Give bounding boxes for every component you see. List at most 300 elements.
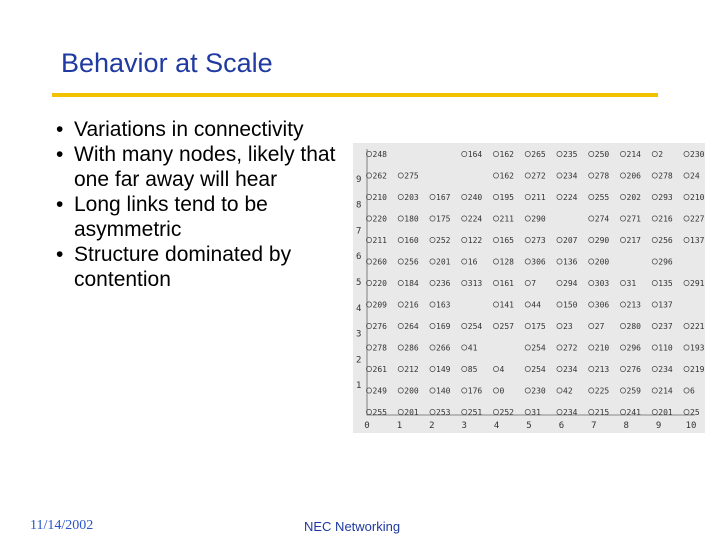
node-label	[493, 172, 514, 181]
node-id-text: 220	[372, 214, 387, 224]
node-label	[557, 172, 578, 181]
node-id-text: 313	[467, 279, 483, 288]
node-id-text: 42	[563, 386, 573, 396]
node-id-text: 207	[563, 236, 578, 245]
node-marker	[430, 345, 435, 350]
node-id-text: 290	[531, 214, 546, 224]
node-label	[493, 236, 514, 245]
node-id-text: 128	[499, 257, 514, 267]
node-id-text: 184	[404, 279, 419, 288]
node-marker	[525, 280, 530, 285]
node-marker	[462, 216, 467, 221]
node-id-text: 210	[372, 193, 387, 202]
node-id-text: 276	[372, 322, 387, 331]
node-id-text: 163	[436, 300, 451, 310]
node-id-text: 206	[626, 171, 641, 181]
node-id-text: 275	[404, 171, 419, 181]
node-id-text: 141	[499, 300, 514, 310]
node-marker	[652, 388, 657, 393]
node-label	[398, 215, 419, 224]
node-label	[366, 215, 387, 224]
x-tick-label: 6	[558, 421, 565, 431]
node-id-text: 110	[658, 343, 673, 353]
node-label	[430, 258, 451, 267]
node-id-text: 254	[531, 343, 546, 353]
node-label	[652, 215, 673, 224]
node-label	[589, 150, 610, 159]
node-label	[462, 215, 483, 224]
node-label	[462, 322, 483, 331]
node-label	[684, 193, 705, 202]
bullet-item: • With many nodes, likely that one far away will hear	[56, 143, 336, 191]
node-label	[430, 236, 451, 245]
x-tick-label: 1	[396, 421, 403, 431]
node-marker	[493, 259, 498, 264]
bullet-item: • Variations in connectivity	[56, 118, 304, 141]
node-id-text: 248	[372, 150, 387, 159]
node-id-text: 254	[467, 322, 483, 331]
bullet-text: Structure dominated by contention	[74, 243, 292, 291]
node-id-text: 193	[690, 343, 705, 353]
node-id-text: 240	[467, 193, 483, 202]
node-id-text: 264	[404, 322, 419, 331]
node-label	[589, 301, 610, 310]
node-marker	[493, 302, 498, 307]
node-label	[366, 322, 387, 331]
node-marker	[398, 237, 403, 242]
node-marker	[430, 388, 435, 393]
node-label	[430, 322, 451, 331]
node-label	[620, 172, 641, 181]
node-id-text: 224	[563, 193, 578, 202]
node-label	[652, 408, 673, 417]
node-label	[366, 365, 387, 374]
node-label	[684, 172, 700, 181]
node-id-text: 256	[404, 257, 419, 267]
node-id-text: 4	[499, 365, 505, 374]
node-label	[620, 408, 641, 417]
node-marker	[652, 409, 657, 414]
node-label	[589, 279, 610, 288]
node-label	[398, 322, 419, 331]
node-marker	[589, 259, 594, 264]
node-label	[366, 387, 387, 396]
node-marker	[557, 259, 562, 264]
node-id-text: 257	[499, 322, 514, 331]
node-id-text: 165	[499, 236, 514, 245]
node-id-text: 31	[531, 408, 541, 417]
node-label	[525, 258, 546, 267]
node-label	[430, 193, 451, 202]
node-marker	[430, 216, 435, 221]
node-label	[684, 236, 705, 245]
node-marker	[430, 280, 435, 285]
node-marker	[684, 173, 689, 178]
node-label	[620, 215, 641, 224]
node-id-text: 266	[436, 343, 451, 353]
node-id-text: 254	[531, 365, 546, 374]
node-label	[525, 365, 546, 374]
node-marker	[525, 323, 530, 328]
node-id-text: 169	[436, 322, 451, 331]
node-id-text: 6	[690, 386, 695, 396]
node-id-text: 220	[372, 279, 387, 288]
node-marker	[652, 151, 657, 156]
title-underline	[52, 93, 658, 97]
bullet-item: • Long links tend to be asymmetric	[56, 193, 268, 241]
node-marker	[430, 259, 435, 264]
node-label	[652, 387, 673, 396]
node-label	[525, 215, 546, 224]
node-marker	[589, 237, 594, 242]
node-marker	[684, 151, 689, 156]
node-id-text: 216	[658, 214, 673, 224]
node-id-text: 306	[531, 257, 546, 267]
node-label	[493, 279, 514, 288]
node-id-text: 164	[467, 150, 483, 159]
node-label	[430, 387, 451, 396]
node-label	[366, 236, 387, 245]
node-marker	[652, 216, 657, 221]
x-tick-label: 10	[685, 421, 697, 431]
node-id-text: 259	[626, 386, 641, 396]
node-label	[462, 387, 483, 396]
node-marker	[525, 366, 530, 371]
node-label	[652, 150, 663, 159]
node-id-text: 262	[372, 171, 387, 181]
y-tick-label: 5	[356, 278, 362, 288]
node-label	[652, 193, 673, 202]
node-label	[589, 215, 610, 224]
node-id-text: 249	[372, 386, 387, 396]
node-id-text: 227	[690, 214, 705, 224]
node-id-text: 180	[404, 214, 419, 224]
node-marker	[493, 323, 498, 328]
node-marker	[620, 216, 625, 221]
node-id-text: 167	[436, 193, 451, 202]
node-id-text: 2	[658, 150, 664, 159]
node-marker	[525, 345, 530, 350]
node-marker	[652, 280, 657, 285]
node-label	[589, 236, 610, 245]
node-grid-plot	[353, 143, 705, 433]
node-marker	[684, 194, 689, 199]
node-marker	[557, 323, 562, 328]
node-marker	[398, 280, 403, 285]
node-id-text: 16	[467, 257, 478, 267]
node-marker	[652, 366, 657, 371]
node-label	[589, 258, 610, 267]
node-marker	[620, 237, 625, 242]
node-label	[462, 150, 483, 159]
node-id-text: 27	[594, 322, 605, 331]
node-id-text: 162	[499, 171, 514, 181]
node-marker	[684, 345, 689, 350]
node-label	[493, 193, 514, 202]
node-label	[398, 408, 419, 417]
node-label	[525, 387, 546, 396]
node-label	[620, 344, 641, 353]
node-marker	[589, 388, 594, 393]
slide-title: Behavior at Scale	[61, 48, 273, 78]
node-label	[684, 279, 705, 288]
node-marker	[525, 388, 530, 393]
node-label	[557, 150, 578, 159]
node-marker	[557, 345, 562, 350]
node-marker	[684, 216, 689, 221]
node-id-text: 213	[626, 300, 641, 310]
node-id-text: 175	[436, 214, 451, 224]
node-label	[398, 301, 419, 310]
node-label	[430, 279, 451, 288]
node-label	[684, 215, 705, 224]
node-label	[493, 365, 504, 374]
node-marker	[462, 237, 467, 242]
node-id-text: 290	[594, 236, 610, 245]
node-marker	[493, 216, 498, 221]
node-marker	[620, 151, 625, 156]
node-label	[430, 365, 451, 374]
y-tick-label: 8	[356, 200, 362, 211]
node-marker	[652, 323, 657, 328]
node-id-text: 296	[658, 257, 673, 267]
node-label	[684, 387, 695, 396]
node-id-text: 255	[372, 408, 387, 417]
y-tick-label: 7	[356, 226, 362, 237]
node-marker	[462, 280, 467, 285]
node-id-text: 252	[499, 408, 514, 417]
node-marker	[462, 366, 467, 371]
node-marker	[684, 409, 689, 414]
node-marker	[462, 194, 467, 199]
node-marker	[589, 173, 594, 178]
node-id-text: 234	[563, 171, 578, 181]
bullet-text: Long links tend to be asymmetric	[74, 193, 268, 241]
node-id-text: 150	[563, 300, 578, 310]
node-marker	[684, 280, 689, 285]
node-id-text: 261	[372, 365, 387, 374]
node-marker	[398, 409, 403, 414]
node-id-text: 303	[594, 279, 610, 288]
node-id-text: 237	[658, 322, 673, 331]
node-marker	[493, 388, 498, 393]
node-marker	[493, 173, 498, 178]
x-tick-label: 8	[623, 421, 629, 431]
x-tick-label: 3	[461, 421, 467, 431]
node-id-text: 234	[563, 365, 578, 374]
node-id-text: 219	[690, 365, 705, 374]
node-marker	[589, 216, 594, 221]
node-marker	[620, 173, 625, 178]
bullet-text: With many nodes, likely that one far away will hear	[74, 143, 336, 191]
node-label	[493, 150, 514, 159]
node-label	[589, 193, 610, 202]
node-marker	[557, 237, 562, 242]
node-label	[652, 344, 673, 353]
node-id-text: 273	[531, 236, 546, 245]
node-label	[462, 258, 478, 267]
node-label	[398, 279, 419, 288]
node-label	[398, 172, 419, 181]
node-label	[557, 408, 578, 417]
node-id-text: 256	[658, 236, 673, 245]
y-tick-label: 3	[356, 329, 362, 340]
node-label	[620, 279, 636, 288]
node-marker	[652, 259, 657, 264]
node-marker	[430, 323, 435, 328]
node-id-text: 149	[436, 365, 451, 374]
node-marker	[462, 259, 467, 264]
node-label	[462, 193, 483, 202]
node-label	[652, 258, 673, 267]
y-tick-label: 2	[356, 355, 362, 366]
node-label	[557, 301, 578, 310]
node-label	[525, 322, 546, 331]
node-marker	[398, 366, 403, 371]
node-id-text: 212	[404, 365, 419, 374]
node-label	[493, 258, 514, 267]
node-id-text: 294	[563, 279, 578, 288]
node-id-text: 213	[594, 365, 610, 374]
node-label	[684, 365, 705, 374]
node-marker	[557, 366, 562, 371]
node-label	[366, 301, 387, 310]
node-label	[430, 215, 451, 224]
node-label	[493, 301, 514, 310]
x-tick-label: 4	[493, 421, 500, 431]
node-id-text: 211	[499, 214, 514, 224]
node-marker	[525, 194, 530, 199]
node-marker	[620, 194, 625, 199]
node-label	[589, 172, 610, 181]
bullet-list	[52, 117, 342, 292]
node-marker	[589, 302, 594, 307]
node-label	[652, 279, 673, 288]
footer-label: NEC Networking	[304, 519, 401, 534]
node-id-text: 260	[372, 257, 387, 267]
node-marker	[620, 302, 625, 307]
node-label	[557, 236, 578, 245]
node-label	[525, 236, 546, 245]
node-marker	[620, 323, 625, 328]
node-label	[462, 365, 478, 374]
node-marker	[525, 173, 530, 178]
node-marker	[398, 194, 403, 199]
node-id-text: 225	[594, 386, 610, 396]
node-id-text: 286	[404, 343, 419, 353]
node-marker	[493, 366, 498, 371]
node-marker	[525, 216, 530, 221]
node-id-text: 278	[594, 171, 610, 181]
node-id-text: 278	[372, 343, 387, 353]
node-label	[525, 193, 546, 202]
node-marker	[525, 151, 530, 156]
node-marker	[557, 280, 562, 285]
node-id-text: 280	[626, 322, 641, 331]
node-marker	[557, 388, 562, 393]
node-label	[462, 236, 483, 245]
node-id-text: 217	[626, 236, 641, 245]
node-label	[366, 172, 387, 181]
node-label	[525, 344, 546, 353]
node-marker	[684, 388, 689, 393]
node-marker	[493, 409, 498, 414]
node-id-text: 202	[626, 193, 641, 202]
y-tick-label: 6	[356, 252, 362, 263]
node-id-text: 214	[658, 386, 673, 396]
node-label	[620, 322, 641, 331]
node-label	[684, 150, 705, 159]
node-id-text: 234	[563, 408, 578, 417]
node-marker	[398, 173, 403, 178]
node-id-text: 274	[594, 214, 610, 224]
node-label	[557, 365, 578, 374]
node-id-text: 140	[436, 386, 451, 396]
node-marker	[652, 237, 657, 242]
node-label	[525, 301, 541, 310]
node-label	[430, 408, 451, 417]
node-marker	[462, 409, 467, 414]
node-id-text: 306	[594, 300, 610, 310]
y-tick-label: 1	[356, 381, 362, 392]
node-id-text: 241	[626, 408, 641, 417]
node-label	[684, 322, 705, 331]
node-label	[652, 322, 673, 331]
node-id-text: 250	[594, 150, 610, 159]
node-marker	[652, 194, 657, 199]
y-tick-label: 4	[356, 303, 362, 314]
node-marker	[398, 216, 403, 221]
node-id-text: 25	[690, 408, 700, 417]
node-id-text: 210	[690, 193, 705, 202]
node-id-text: 160	[404, 236, 419, 245]
node-label	[684, 344, 705, 353]
node-marker	[462, 345, 467, 350]
node-marker	[493, 151, 498, 156]
node-id-text: 224	[467, 214, 483, 224]
node-marker	[398, 302, 403, 307]
node-label	[589, 344, 610, 353]
node-label	[398, 258, 419, 267]
node-label	[398, 193, 419, 202]
node-id-text: 7	[531, 279, 537, 288]
node-id-text: 135	[658, 279, 673, 288]
node-marker	[525, 302, 530, 307]
node-id-text: 44	[531, 300, 541, 310]
node-label	[366, 193, 387, 202]
node-id-text: 24	[690, 171, 700, 181]
node-id-text: 272	[563, 343, 578, 353]
node-marker	[493, 280, 498, 285]
node-id-text: 195	[499, 193, 514, 202]
footer-date: 11/14/2002	[30, 518, 94, 533]
node-label	[557, 193, 578, 202]
node-id-text: 278	[658, 171, 673, 181]
node-marker	[525, 259, 530, 264]
node-id-text: 291	[690, 279, 705, 288]
node-marker	[684, 237, 689, 242]
node-marker	[652, 173, 657, 178]
node-label	[589, 365, 610, 374]
node-label	[398, 365, 419, 374]
node-label	[589, 387, 610, 396]
node-marker	[589, 366, 594, 371]
node-label	[620, 150, 641, 159]
node-label	[557, 344, 578, 353]
node-marker	[493, 194, 498, 199]
node-id-text: 122	[467, 236, 483, 245]
node-id-text: 31	[626, 279, 637, 288]
